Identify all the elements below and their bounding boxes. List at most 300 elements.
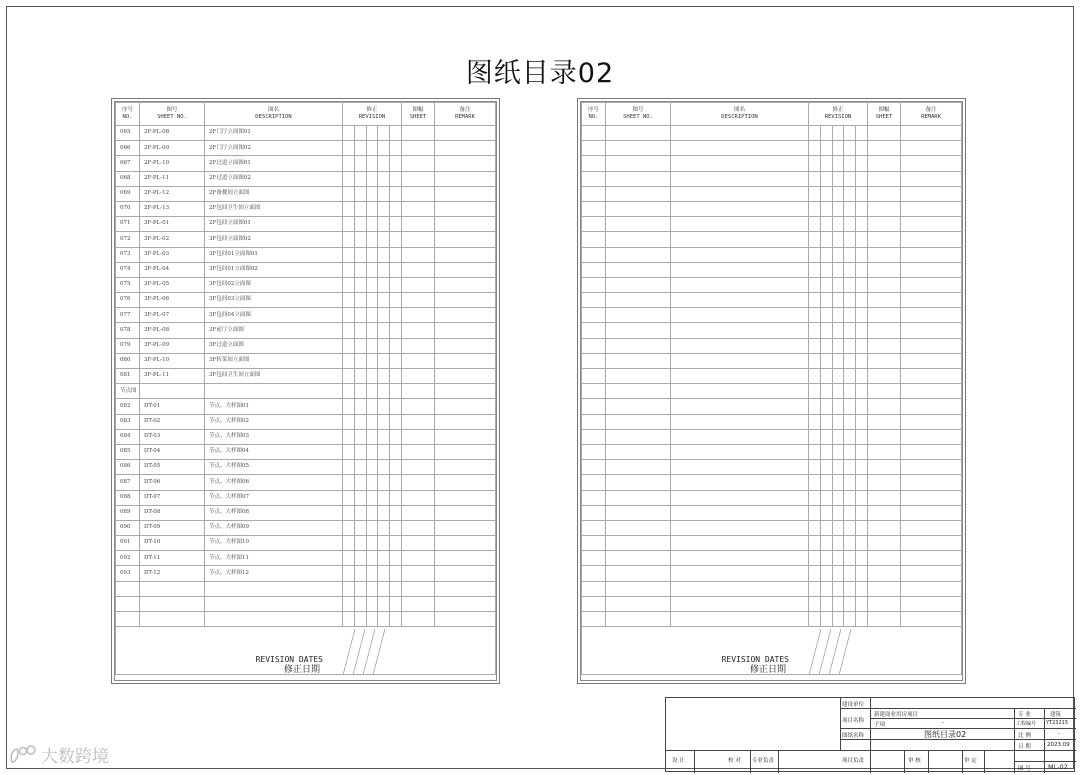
row-description: 3F包间03立面图: [205, 293, 343, 308]
table-row: [582, 232, 962, 247]
row-sheet: [868, 247, 901, 262]
row-description: [671, 460, 809, 475]
revision-dates-en: REVISION DATES: [255, 655, 323, 665]
row-sheet-no: DT-01: [140, 399, 205, 414]
row-description: [671, 551, 809, 566]
table-row: [582, 353, 962, 368]
row-revision: [343, 338, 402, 353]
table-row: [582, 277, 962, 292]
row-description: 3F转菜间立面图: [205, 353, 343, 368]
row-sheet: [402, 551, 435, 566]
table-row: [582, 201, 962, 216]
row-sheet-no: [606, 353, 671, 368]
row-revision: [809, 536, 868, 551]
row-sheet: [868, 505, 901, 520]
table-row: [116, 460, 496, 475]
row-no: [582, 536, 606, 551]
revision-dates-footer: [116, 627, 496, 675]
row-description: [671, 612, 809, 627]
row-no: 079: [116, 338, 140, 353]
row-remark: [435, 247, 496, 262]
row-no: [116, 581, 140, 596]
row-remark: [435, 520, 496, 535]
table-row: [582, 596, 962, 611]
revision-dates-footer: [582, 627, 962, 675]
project-lead-label: 项目负责: [842, 758, 865, 764]
drawing-index-table-right: [577, 98, 966, 684]
row-revision: [343, 460, 402, 475]
row-no: 091: [116, 536, 140, 551]
row-sheet-no: 3F-PL-11: [140, 369, 205, 384]
row-remark: [901, 596, 962, 611]
revision-slash-marks: [809, 629, 859, 675]
row-description: [671, 156, 809, 171]
scale-label: 比 例: [1018, 733, 1031, 739]
table-row: [582, 171, 962, 186]
row-sheet: [402, 399, 435, 414]
row-remark: [901, 566, 962, 581]
row-sheet: [402, 186, 435, 201]
row-no: 077: [116, 308, 140, 323]
table-row: [582, 505, 962, 520]
row-sheet: [402, 536, 435, 551]
page-title: 图纸目录02: [465, 58, 615, 89]
client-label: 建设单位: [842, 702, 865, 708]
row-remark: [435, 353, 496, 368]
row-description: [671, 338, 809, 353]
table-row: [582, 323, 962, 338]
row-description: [671, 126, 809, 141]
row-no: [582, 444, 606, 459]
row-description: [671, 293, 809, 308]
row-description: [671, 247, 809, 262]
row-description: 节点、大样图09: [205, 520, 343, 535]
row-no: [116, 612, 140, 627]
row-sheet: [402, 490, 435, 505]
row-remark: [901, 353, 962, 368]
drawing-index-table-left: [111, 98, 500, 684]
row-description: [671, 323, 809, 338]
row-no: [582, 308, 606, 323]
table-row: [116, 232, 496, 247]
table-row: [116, 551, 496, 566]
row-no: 082: [116, 399, 140, 414]
row-no: 084: [116, 429, 140, 444]
row-remark: [901, 520, 962, 535]
table-row: [582, 536, 962, 551]
row-description: [671, 444, 809, 459]
row-sheet-no: 3F-PL-02: [140, 232, 205, 247]
row-sheet: [402, 475, 435, 490]
job-no-label: 工程编号: [1016, 721, 1037, 727]
row-remark: [435, 399, 496, 414]
table-row: [116, 399, 496, 414]
row-sheet: [868, 536, 901, 551]
col-sheet: 图幅 SHEET: [402, 103, 435, 126]
row-remark: [435, 490, 496, 505]
row-description: [671, 399, 809, 414]
table-row: [582, 566, 962, 581]
table-row: [116, 201, 496, 216]
table-row: [116, 520, 496, 535]
row-sheet-no: 3F-PL-08: [140, 323, 205, 338]
row-description: 2F过道立面图01: [205, 156, 343, 171]
row-revision: [809, 201, 868, 216]
row-remark: [435, 323, 496, 338]
col-description: 图名 DESCRIPTION: [205, 103, 343, 126]
row-sheet-no: [606, 596, 671, 611]
row-remark: [435, 460, 496, 475]
row-revision: [809, 520, 868, 535]
row-description: [671, 232, 809, 247]
table-row: [116, 596, 496, 611]
row-sheet-no: [606, 460, 671, 475]
row-sheet: [402, 217, 435, 232]
row-remark: [901, 369, 962, 384]
row-sheet-no: DT-09: [140, 520, 205, 535]
row-remark: [901, 186, 962, 201]
row-sheet: [402, 277, 435, 292]
row-sheet-no: [606, 323, 671, 338]
row-no: [582, 369, 606, 384]
table-row: [116, 444, 496, 459]
row-revision: [343, 126, 402, 141]
row-sheet-no: 2F-PL-12: [140, 186, 205, 201]
row-sheet-no: 3F-PL-09: [140, 338, 205, 353]
row-no: [582, 399, 606, 414]
table-row: [116, 414, 496, 429]
row-sheet: [402, 429, 435, 444]
row-revision: [809, 414, 868, 429]
row-sheet: [868, 201, 901, 216]
approve-label: 审 定: [964, 758, 977, 764]
table-row: [116, 612, 496, 627]
row-sheet: [402, 323, 435, 338]
row-revision: [343, 247, 402, 262]
row-sheet: [402, 141, 435, 156]
row-description: [671, 475, 809, 490]
row-remark: [435, 156, 496, 171]
row-sheet: [402, 384, 435, 399]
row-sheet: [868, 596, 901, 611]
row-description: [205, 581, 343, 596]
row-sheet: [402, 126, 435, 141]
table-row: [116, 293, 496, 308]
row-sheet-no: 2F-PL-10: [140, 156, 205, 171]
row-remark: [435, 277, 496, 292]
row-sheet-no: 3F-PL-06: [140, 293, 205, 308]
row-revision: [343, 612, 402, 627]
row-sheet: [868, 277, 901, 292]
table-row: [582, 141, 962, 156]
row-revision: [809, 369, 868, 384]
table-row: [116, 141, 496, 156]
row-no: 086: [116, 460, 140, 475]
row-sheet-no: [606, 581, 671, 596]
row-revision: [809, 596, 868, 611]
row-revision: [809, 277, 868, 292]
row-revision: [809, 247, 868, 262]
row-revision: [343, 156, 402, 171]
row-remark: [901, 171, 962, 186]
row-sheet-no: [606, 217, 671, 232]
row-remark: [901, 232, 962, 247]
row-remark: [901, 323, 962, 338]
table-row: [116, 490, 496, 505]
row-revision: [809, 444, 868, 459]
row-sheet: [868, 141, 901, 156]
row-no: 068: [116, 171, 140, 186]
row-no: [582, 141, 606, 156]
row-sheet: [868, 414, 901, 429]
row-description: [205, 596, 343, 611]
revision-dates-en: REVISION DATES: [721, 655, 789, 665]
row-revision: [809, 308, 868, 323]
table-row: [582, 156, 962, 171]
row-revision: [809, 217, 868, 232]
row-sheet-no: DT-07: [140, 490, 205, 505]
row-sheet: [402, 444, 435, 459]
row-sheet: [868, 444, 901, 459]
row-description: 节点、大样图07: [205, 490, 343, 505]
col-remark: 备注 REMARK: [901, 103, 962, 126]
row-sheet-no: [606, 414, 671, 429]
row-no: 074: [116, 262, 140, 277]
row-revision: [343, 141, 402, 156]
row-sheet-no: [606, 126, 671, 141]
table-row: [582, 126, 962, 141]
row-no: [582, 490, 606, 505]
table-row: [116, 384, 496, 399]
row-no: [582, 262, 606, 277]
row-description: [671, 581, 809, 596]
row-sheet-no: 2F-PL-09: [140, 141, 205, 156]
row-revision: [343, 201, 402, 216]
table-row: [116, 581, 496, 596]
row-revision: [343, 399, 402, 414]
row-description: 2F门厅立面图01: [205, 126, 343, 141]
table-row: [582, 186, 962, 201]
row-revision: [343, 308, 402, 323]
row-no: [582, 566, 606, 581]
row-sheet: [868, 384, 901, 399]
row-sheet-no: [606, 475, 671, 490]
row-sheet-no: [606, 171, 671, 186]
row-sheet-no: 2F-PL-08: [140, 126, 205, 141]
row-description: 3F包间卫生间立面图: [205, 369, 343, 384]
row-remark: [901, 247, 962, 262]
row-remark: [901, 536, 962, 551]
row-revision: [809, 551, 868, 566]
row-revision: [343, 369, 402, 384]
row-revision: [809, 338, 868, 353]
row-no: [582, 414, 606, 429]
row-remark: [435, 444, 496, 459]
row-revision: [343, 490, 402, 505]
row-revision: [809, 232, 868, 247]
row-remark: [435, 232, 496, 247]
watermark-logo: [8, 742, 109, 767]
row-sheet-no: DT-08: [140, 505, 205, 520]
row-sheet-no: [606, 232, 671, 247]
job-no-value: YT23215: [1046, 720, 1069, 726]
row-description: 节点、大样图05: [205, 460, 343, 475]
revision-slash-marks: [343, 629, 393, 675]
row-revision: [809, 429, 868, 444]
row-description: 2F包间卫生间立面图: [205, 201, 343, 216]
row-revision: [343, 293, 402, 308]
row-sheet: [868, 551, 901, 566]
row-remark: [901, 201, 962, 216]
row-description: [671, 505, 809, 520]
row-no: 085: [116, 444, 140, 459]
row-description: [205, 612, 343, 627]
table-row: [116, 505, 496, 520]
row-sheet-no: [606, 141, 671, 156]
row-sheet-no: 3F-PL-03: [140, 247, 205, 262]
row-description: [671, 429, 809, 444]
table-row: [582, 612, 962, 627]
row-no: [582, 581, 606, 596]
row-sheet-no: [606, 156, 671, 171]
row-remark: [901, 262, 962, 277]
row-no: [582, 429, 606, 444]
row-revision: [809, 126, 868, 141]
row-remark: [435, 596, 496, 611]
table-row: [582, 414, 962, 429]
col-sheet-no: 图号 SHEET NO.: [140, 103, 205, 126]
row-description: [671, 201, 809, 216]
row-revision: [343, 353, 402, 368]
row-description: [671, 596, 809, 611]
col-no: 序号 NO.: [582, 103, 606, 126]
row-revision: [343, 323, 402, 338]
row-revision: [809, 353, 868, 368]
row-sheet: [402, 353, 435, 368]
row-description: 节点、大样图01: [205, 399, 343, 414]
drawing-name-label: 图纸名称: [842, 733, 865, 739]
table-row: [116, 156, 496, 171]
row-remark: [435, 171, 496, 186]
row-description: [671, 369, 809, 384]
row-sheet-no: [140, 384, 205, 399]
row-description: 节点、大样图08: [205, 505, 343, 520]
row-description: [671, 308, 809, 323]
row-sheet: [402, 566, 435, 581]
row-revision: [809, 323, 868, 338]
row-description: [671, 536, 809, 551]
watermark-icon: [8, 744, 38, 766]
row-sheet: [868, 369, 901, 384]
row-no: [582, 596, 606, 611]
row-sheet-no: [606, 429, 671, 444]
row-description: [671, 217, 809, 232]
row-no: [582, 156, 606, 171]
row-revision: [343, 551, 402, 566]
table-row: [582, 475, 962, 490]
row-remark: [901, 308, 962, 323]
sub-item-label: 子项: [874, 722, 886, 728]
row-no: 087: [116, 475, 140, 490]
row-revision: [809, 156, 868, 171]
row-remark: [901, 338, 962, 353]
row-sheet: [868, 308, 901, 323]
row-revision: [809, 141, 868, 156]
row-remark: [901, 384, 962, 399]
row-no: 088: [116, 490, 140, 505]
row-remark: [901, 612, 962, 627]
row-no: [116, 596, 140, 611]
table-row: [116, 277, 496, 292]
drawing-no-label: 图 号: [1018, 766, 1031, 772]
row-no: 073: [116, 247, 140, 262]
row-no: [582, 247, 606, 262]
row-revision: [809, 460, 868, 475]
row-sheet: [402, 414, 435, 429]
row-revision: [343, 566, 402, 581]
row-sheet-no: [606, 308, 671, 323]
sub-item-value: -: [942, 720, 944, 726]
row-remark: [435, 612, 496, 627]
row-sheet: [868, 399, 901, 414]
row-sheet-no: DT-02: [140, 414, 205, 429]
row-sheet-no: DT-03: [140, 429, 205, 444]
row-sheet: [868, 490, 901, 505]
table-row: [582, 444, 962, 459]
row-no: [582, 551, 606, 566]
row-revision: [809, 384, 868, 399]
table-row: [116, 217, 496, 232]
row-no: [582, 612, 606, 627]
row-sheet: [868, 353, 901, 368]
row-description: 2F包间立面图01: [205, 217, 343, 232]
row-remark: [435, 551, 496, 566]
row-no: [582, 201, 606, 216]
row-description: 节点、大样图03: [205, 429, 343, 444]
table-row: [582, 308, 962, 323]
col-sheet-no: 图号 SHEET NO.: [606, 103, 671, 126]
row-remark: [435, 201, 496, 216]
row-sheet-no: [606, 384, 671, 399]
row-remark: [901, 293, 962, 308]
table-row: [116, 126, 496, 141]
row-remark: [435, 186, 496, 201]
row-no: [582, 384, 606, 399]
row-no: [582, 293, 606, 308]
table-row: [582, 551, 962, 566]
table-row: [116, 475, 496, 490]
row-revision: [809, 293, 868, 308]
row-sheet-no: [140, 612, 205, 627]
row-remark: [901, 429, 962, 444]
row-description: 3F包间04立面图: [205, 308, 343, 323]
table-row: [116, 308, 496, 323]
row-revision: [809, 475, 868, 490]
table-row: [582, 581, 962, 596]
row-remark: [901, 414, 962, 429]
row-no: [582, 171, 606, 186]
table-row: [116, 186, 496, 201]
row-revision: [809, 262, 868, 277]
row-sheet-no: 3F-PL-01: [140, 217, 205, 232]
row-remark: [901, 505, 962, 520]
row-no: [582, 217, 606, 232]
row-description: [671, 353, 809, 368]
table-row: [116, 429, 496, 444]
row-remark: [435, 384, 496, 399]
row-sheet-no: [606, 338, 671, 353]
row-no: [582, 353, 606, 368]
